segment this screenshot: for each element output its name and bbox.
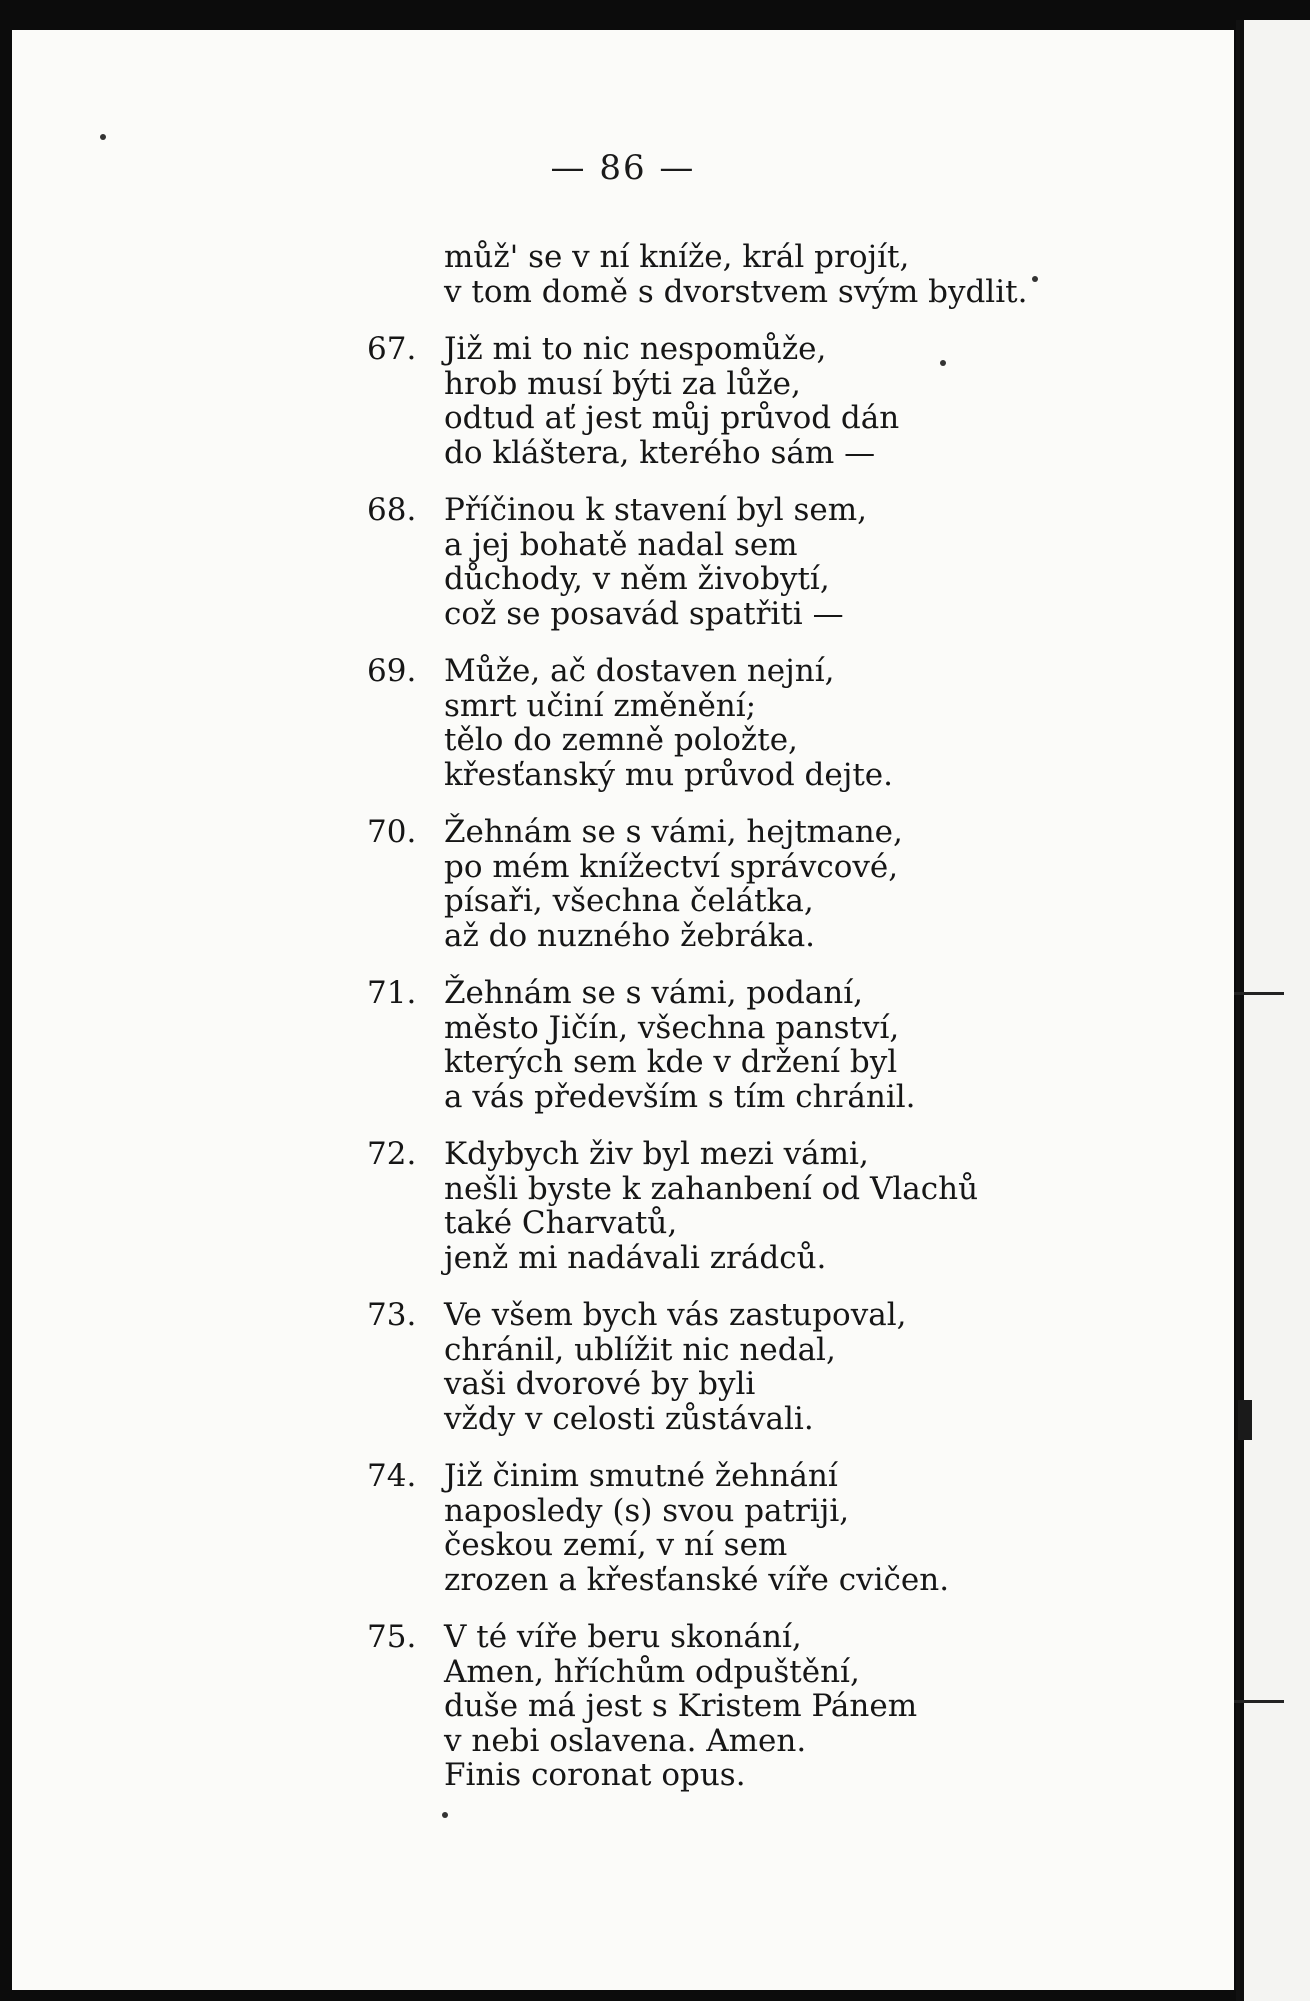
verse-line: což se posavád spatřiti — xyxy=(444,595,844,632)
stanza-number: 70. xyxy=(367,814,417,850)
verse-line: českou zemí, v ní sem xyxy=(444,1527,788,1563)
verse-line: vždy v celosti zůstávali. xyxy=(444,1400,814,1437)
page-number: — 86 — xyxy=(550,148,696,188)
verse-line: do kláštera, kterého sám — xyxy=(444,434,876,471)
verse-line: a jej bohatě nadal sem xyxy=(444,526,798,563)
edge-tick xyxy=(1234,1700,1284,1703)
stanza xyxy=(367,815,1067,953)
edge-tick xyxy=(1234,992,1284,995)
stanza xyxy=(367,1137,1067,1275)
verse-line: Amen, hříchům odpuštění, xyxy=(444,1653,860,1690)
stanza xyxy=(367,493,1067,631)
verse-line: Již činim smutné žehnání xyxy=(444,1458,838,1494)
verse-line: v nebi oslavena. Amen. xyxy=(444,1722,807,1759)
stanza-number: 68. xyxy=(367,492,417,528)
verse-line: po mém knížectví správcové, xyxy=(444,848,899,885)
verse-line: V té víře beru skonání, xyxy=(444,1619,802,1655)
verse-line: také Charvatů, xyxy=(444,1205,678,1241)
stanza-number: 71. xyxy=(367,975,417,1011)
page-edge-line xyxy=(1236,20,1240,2001)
stanza xyxy=(367,332,1067,470)
adjacent-page-strip xyxy=(1244,20,1310,2001)
stanza xyxy=(367,1459,1067,1597)
verse-line: až do nuzného žebráka. xyxy=(444,917,816,954)
verse-line: chránil, ublížit nic nedal, xyxy=(444,1331,836,1368)
verse-line: Kdybych živ byl mezi vámi, xyxy=(444,1136,869,1172)
poem-text xyxy=(367,240,1067,1816)
verse-line: Finis coronat opus. xyxy=(444,1757,746,1793)
stanza-number: 67. xyxy=(367,331,417,367)
verse-line: Ve všem bych vás zastupoval, xyxy=(444,1297,907,1333)
print-speck xyxy=(100,134,106,140)
stanza xyxy=(367,1298,1067,1436)
edge-mark xyxy=(1238,1400,1252,1440)
verse-line: vaši dvorové by byli xyxy=(444,1366,756,1402)
verse-line: Může, ač dostaven nejní, xyxy=(444,653,835,689)
verse-line: křesťanský mu průvod dejte. xyxy=(444,756,894,793)
verse-line: důchody, v něm živobytí, xyxy=(444,561,830,597)
verse-line: Příčinou k stavení byl sem, xyxy=(444,492,868,528)
book-page xyxy=(12,30,1234,1990)
verse-line: zrozen a křesťanské víře cvičen. xyxy=(444,1561,950,1598)
verse-line: hrob musí býti za lůže, xyxy=(444,365,801,402)
stanza-number: 69. xyxy=(367,653,417,689)
stanza-number: 72. xyxy=(367,1136,417,1172)
stanza-number: 74. xyxy=(367,1458,417,1494)
stanza-number: 75. xyxy=(367,1619,417,1655)
verse-line: Žehnám se s vámi, podaní, xyxy=(444,975,863,1011)
verse-line: v tom domě s dvorstvem svým bydlit. xyxy=(444,273,1028,310)
verse-line: Již mi to nic nespomůže, xyxy=(444,331,827,367)
verse-line: město Jičín, všechna panství, xyxy=(444,1009,900,1046)
verse-line: duše má jest s Kristem Pánem xyxy=(444,1688,918,1724)
stanza-number: 73. xyxy=(367,1297,417,1333)
verse-line: kterých sem kde v držení byl xyxy=(444,1044,898,1080)
verse-line: nešli byste k zahanbení od Vlachů xyxy=(444,1170,979,1207)
verse-line: můž' se v ní kníže, král projít, xyxy=(444,239,910,275)
verse-line: odtud ať jest můj průvod dán xyxy=(444,400,900,436)
verse-line: jenž mi nadávali zrádců. xyxy=(444,1239,827,1276)
opening-stanza xyxy=(367,240,1067,309)
verse-line: písaři, všechna čelátka, xyxy=(444,883,814,919)
verse-line: Žehnám se s vámi, hejtmane, xyxy=(444,814,903,850)
stanza xyxy=(367,1620,1067,1793)
stanza xyxy=(367,976,1067,1114)
stanza xyxy=(367,654,1067,792)
verse-line: tělo do zemně položte, xyxy=(444,722,798,758)
verse-line: naposledy (s) svou patriji, xyxy=(444,1492,850,1529)
verse-line: smrt učiní změnění; xyxy=(444,687,757,724)
verse-line: a vás především s tím chránil. xyxy=(444,1078,916,1115)
